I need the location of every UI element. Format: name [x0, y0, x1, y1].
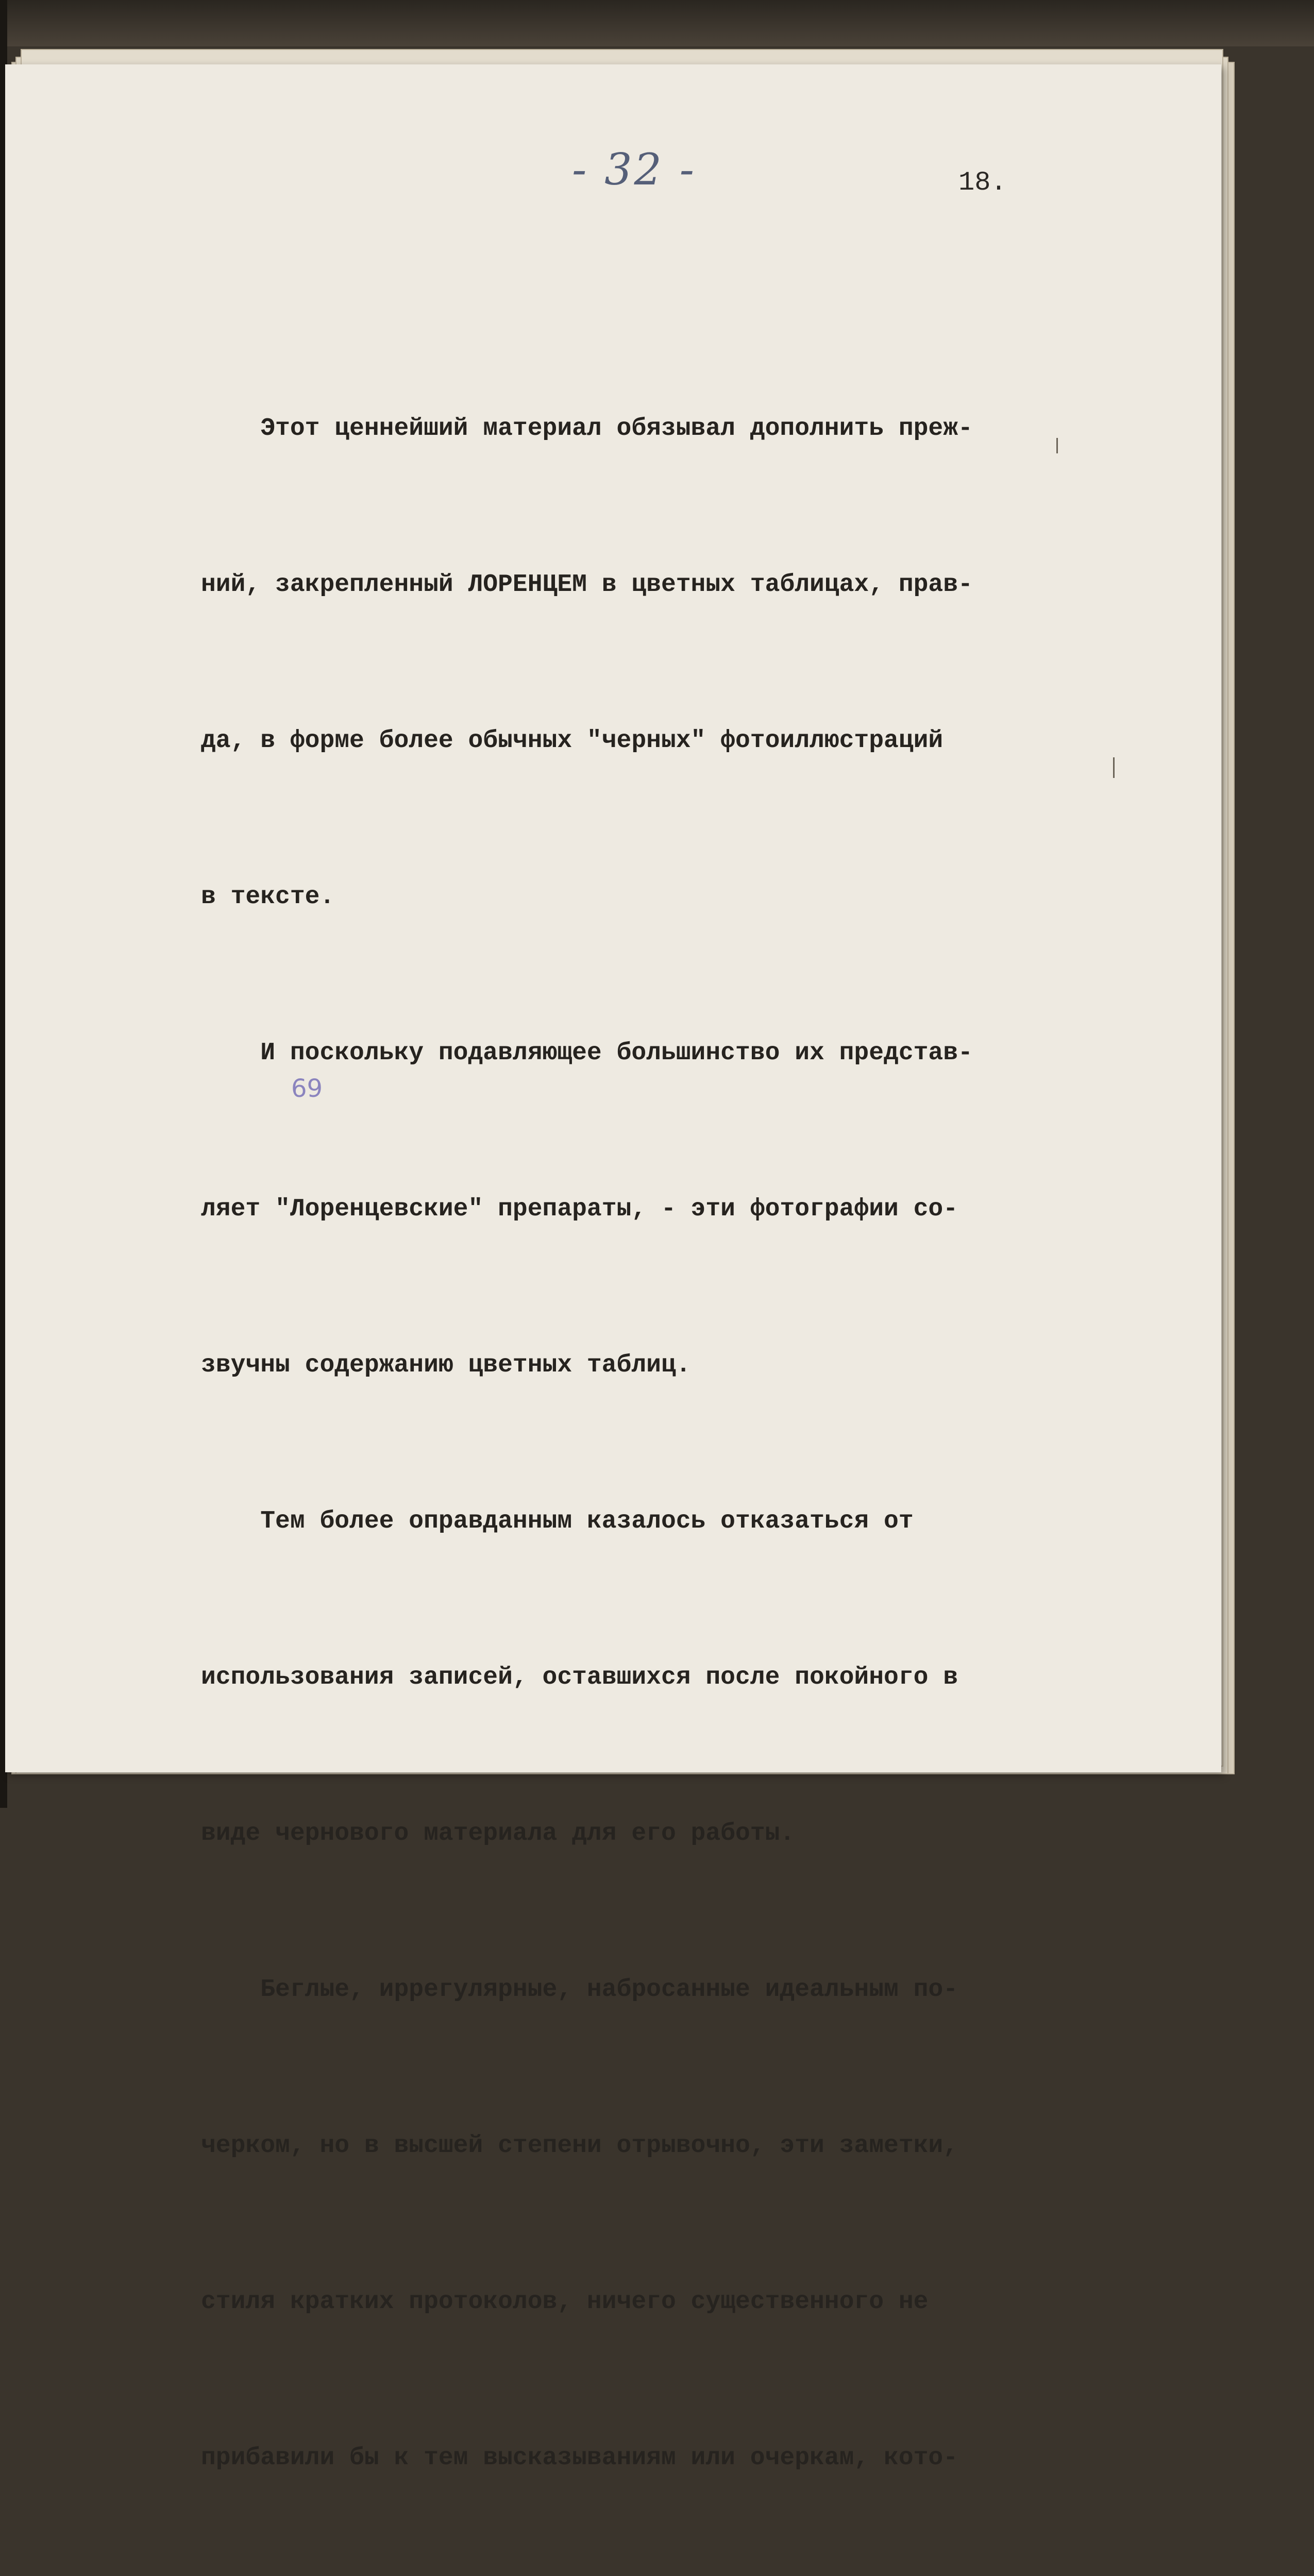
body-text — [201, 299, 1154, 2576]
text-line: звучны содержанию цветных таблиц. — [201, 1351, 691, 1379]
text-line: Беглые, иррегулярные, набросанные идеальным по- — [201, 1976, 958, 2004]
handwritten-page-number: - 32 - — [572, 144, 697, 195]
text-line: ляет "Лоренцевские" препараты, - эти фотографии со- — [201, 1195, 958, 1223]
typed-page-number: 18. — [958, 167, 1007, 198]
text-line: да, в форме более обычных "черных" фотоиллюстраций — [201, 727, 944, 755]
text-line: Тем более оправданным казалось отказаться от — [201, 1507, 914, 1535]
text-line: прибавили бы к тем высказываниям или очеркам, кото- — [201, 2444, 958, 2472]
text-line: черком, но в высшей степени отрывочно, эти заметки, — [201, 2132, 958, 2160]
text-line: в тексте. — [201, 883, 335, 911]
text-line: И поскольку подавляющее большинство их представ- — [201, 1039, 973, 1067]
scan-backdrop-top — [0, 0, 1314, 46]
text-line: стиля кратких протоколов, ничего существенного не — [201, 2288, 929, 2316]
text-line: ний, закрепленный ЛОРЕНЦЕМ в цветных таблицах, прав- — [201, 571, 973, 599]
stamp-number: 69 — [291, 1074, 323, 1103]
text-line: виде чернового материала для его работы. — [201, 1820, 795, 1848]
typed-page — [5, 64, 1221, 2472]
text-line: использования записей, оставшихся после покойного в — [201, 1664, 958, 1691]
text-line: Этот ценнейший материал обязывал дополнить преж- — [201, 415, 973, 443]
